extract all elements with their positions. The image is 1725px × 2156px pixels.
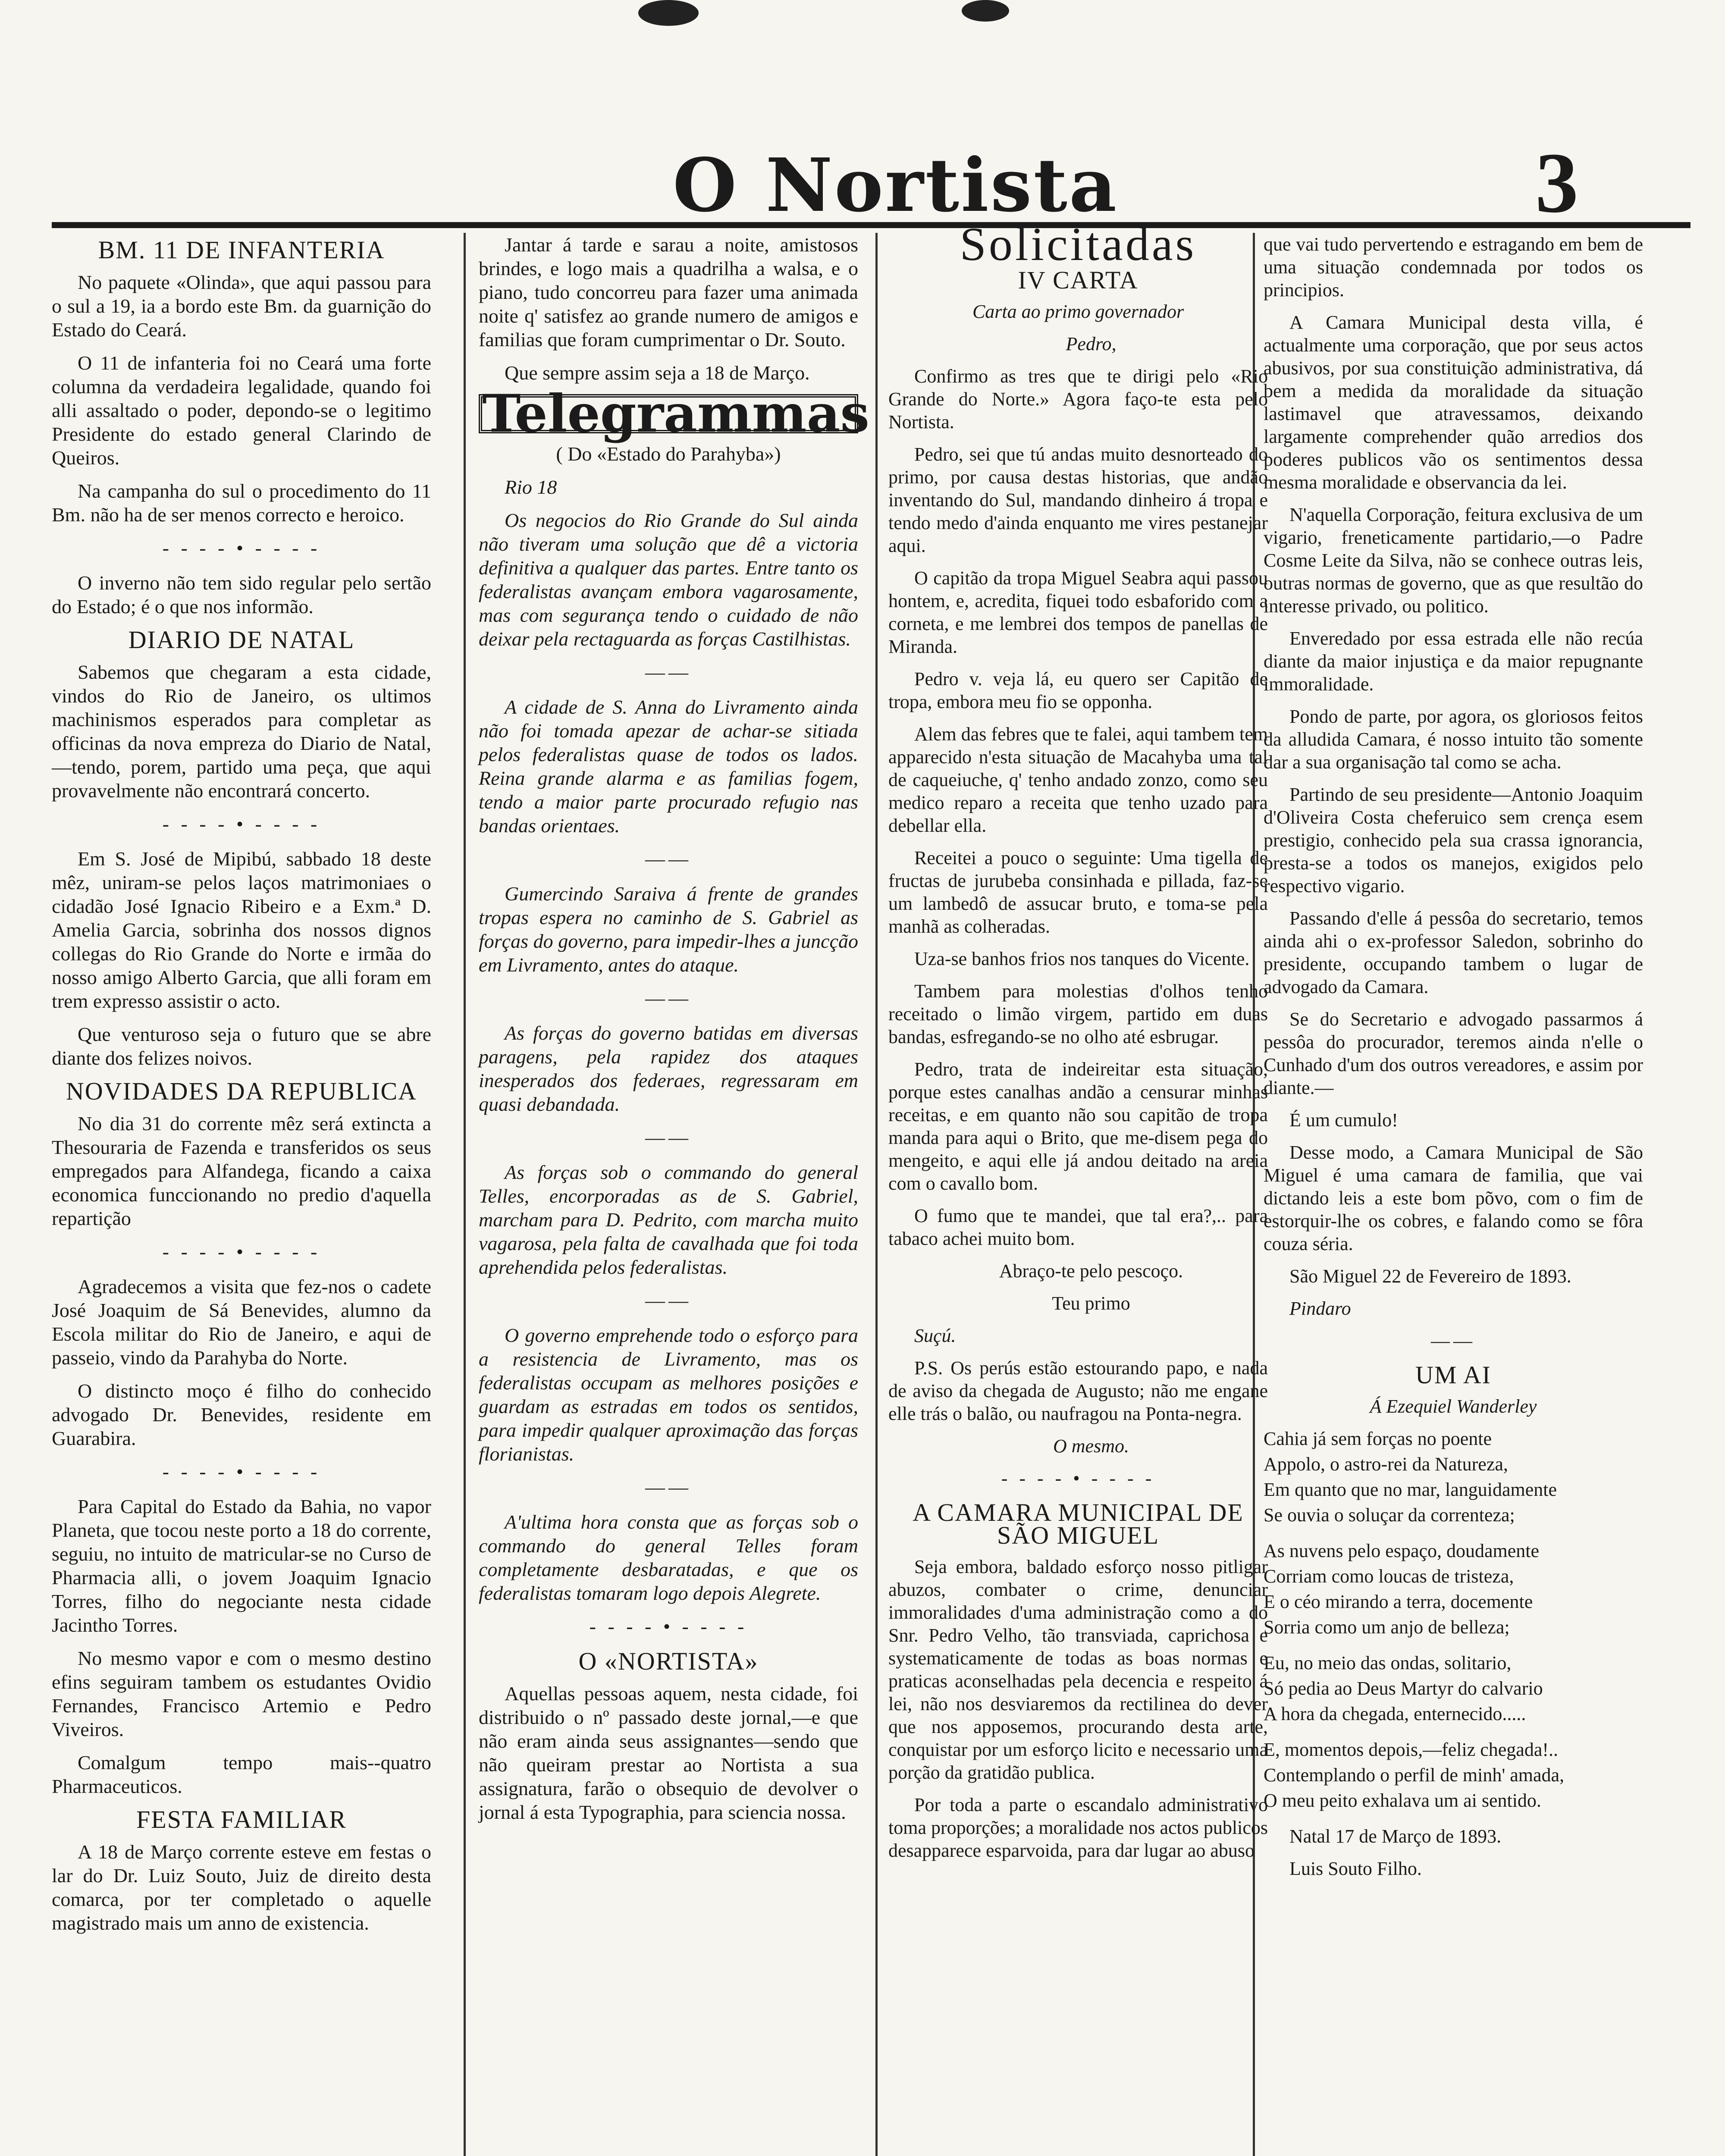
separator: - - - - • - - - - (162, 537, 321, 559)
column-divider-2 (875, 233, 878, 2156)
separator: - - - - • - - - - (162, 1460, 321, 1482)
poem-verse: E, momentos depois,—feliz chegada!.. (1264, 1739, 1559, 1760)
article-text: Jantar á tarde e sarau a noite, amistosos brindes, e logo mais a quadrilha a walsa, e o piano, tudo concorreu para fazer uma animada noite q' satisfez ao grande numero de amigos e familias que foram cumprimentar o Dr. Souto. (479, 234, 858, 351)
article-text: Teu primo (1052, 1293, 1130, 1314)
column-1 (52, 233, 431, 1944)
article-text: O inverno não tem sido regular pelo sertão do Estado; é o que nos informão. (52, 572, 431, 617)
article-text: Comalgum tempo mais--quatro Pharmaceuticos. (52, 1752, 431, 1797)
article-text: Que venturoso seja o futuro que se abre diante dos felizes noivos. (52, 1023, 431, 1069)
column-3 (888, 218, 1268, 1871)
newspaper-title: O Nortista (673, 142, 1119, 229)
article-text: No paquete «Olinda», que aqui passou para o sul a 19, ia a bordo este Bm. da guarnição do Estado do Ceará. (52, 271, 431, 341)
telegram-text: Gumercindo Saraiva á frente de grandes tropas espera no caminho de S. Gabriel as forças do governo, para impedir-lhes a juncção em Livramento, antes do ataque. (479, 883, 858, 976)
telegram-text: As forças sob o commando do general Telles, encorporadas as de S. Gabriel, marcham para D. Pedrito, com marcha muito vagarosa, pela falta de cavalhada que foi toda aprehendida pelos federalistas. (479, 1161, 858, 1278)
poem-verse: Eu, no meio das ondas, solitario, (1264, 1652, 1512, 1673)
poem-verse: Cahia já sem forças no poente (1264, 1428, 1492, 1449)
article-text: É um cumulo! (1289, 1109, 1398, 1131)
ink-blot-top-right (962, 0, 1009, 22)
telegram-text: Os negocios do Rio Grande do Sul ainda não tiveram uma solução que dê a victoria definitiva a qualquer das partes. Entre tanto os federalistas avançam embora vagarosamente, mas com segurança tendo o cuidado de não deixar pela rectaguarda as forças Castilhistas. (479, 509, 858, 650)
article-text: Alem das febres que te falei, aqui tambem tem apparecido n'esta situação de Macahyba uma tal de caqueiuche, q' tenho andado zonzo, como seu medico reparo a receita que tenho uzado para debellar ella. (888, 724, 1268, 836)
article-text: Por toda a parte o escandalo administrativo toma proporções; a moralidade nos actos publicos desapparece esparvoida, para dar lugar ao abuso (888, 1794, 1268, 1861)
telegram-text: As forças do governo batidas em diversas paragens, pela rapidez dos ataques inesperados dos federaes, regressaram em quasi debandada. (479, 1022, 858, 1115)
poem-verse: Sorria como um anjo de belleza; (1264, 1617, 1510, 1638)
column-4 (1264, 233, 1643, 1890)
poem-verse: Só pedia ao Deus Martyr do calvario (1264, 1678, 1543, 1699)
poem (1264, 1427, 1643, 1812)
poem-verse: A hora da chegada, enternecido..... (1264, 1703, 1526, 1724)
heading-camara-municipal: A CAMARA MUNICIPAL DE SÃO MIGUEL (913, 1498, 1244, 1549)
article-text: Pedro, sei que tú andas muito desnorteado do primo, por causa destas historias, que andão inventando do Sul, mandando dinheiro á tropa e tendo medo d'ainda enquanto me vires pestanejar aqui. (888, 444, 1268, 556)
article-text: O capitão da tropa Miguel Seabra aqui passou hontem, e, acredita, fiquei todo esbaforido com a corneta, e me lembrei dos tempos de panellas de Miranda. (888, 567, 1268, 657)
poem-verse: Em quanto que no mar, languidamente (1264, 1479, 1557, 1500)
article-text: Agradecemos a visita que fez-nos o cadete José Joaquim de Sá Benevides, alumno da Escola militar do Rio de Janeiro, e aqui de passeio, vindo da Parahyba do Norte. (52, 1275, 431, 1369)
signature: Pindaro (1289, 1298, 1351, 1319)
article-text: Uza-se banhos frios nos tanques do Vicente. (914, 948, 1250, 969)
article-text: Sabemos que chegaram a esta cidade, vindos do Rio de Janeiro, os ultimos machinismos esperados para completar as officinas da nova empreza do Diario de Natal,—tendo, porem, partido uma peça, que aqui provavelmente não encontrará concerto. (52, 661, 431, 802)
poem-verse: Appolo, o astro-rei da Natureza, (1264, 1454, 1508, 1475)
article-text: Receitei a pouco o seguinte: Uma tigella de fructas de jurubeba consinhada e pillada, faz-se um lambedô de assucar bruto, e toma-se pela manhã as colheradas. (888, 847, 1268, 937)
letter-subtitle: Carta ao primo governador (972, 301, 1184, 322)
signature: O mesmo. (1053, 1435, 1129, 1457)
article-text: Pondo de parte, por agora, os gloriosos feitos da alludida Camara, é nosso intuito tão somente dar a sua organisação tal como se acha. (1264, 706, 1643, 773)
heading-bm-11: BM. 11 DE INFANTERIA (98, 236, 385, 264)
telegram-text: A cidade de S. Anna do Livramento ainda não foi tomada apezar de achar-se sitiada pelos federalistas quase de todos os lados. Reina grande alarma e as familias fogem, tendo a maior parte procurado refugio nas bandas orientaes. (479, 696, 858, 837)
article-text: Seja embora, baldado esforço nosso pitligar abuzos, combater o crime, denunciar immoralidades d'uma administração como a do Snr. Pedro Velho, tão transviada, caprichosa e systematicamente de todas as boas normas e praticas aconselhadas pela decencia e respeito á lei, não nos desviaremos da rectilinea do dever que nos apposemos, procurando desta arte, conquistar por um esforço licito e necessario uma porção da gratidão publica. (888, 1556, 1268, 1783)
column-divider-1 (464, 233, 466, 2156)
poem-dedication: Á Ezequiel Wanderley (1370, 1396, 1537, 1417)
ink-blot-top-left (638, 0, 699, 26)
column-2 (479, 233, 869, 1833)
masthead (0, 135, 1725, 231)
telegram-text: A'ultima hora consta que as forças sob o commando do general Telles foram completamente desbaratadas, e que os federalistas tomaram logo depois Alegrete. (479, 1511, 858, 1604)
article-text: O distincto moço é filho do conhecido advogado Dr. Benevides, residente em Guarabira. (52, 1380, 431, 1449)
signature: Luis Souto Filho. (1289, 1858, 1422, 1879)
article-text: N'aquella Corporação, feitura exclusiva de um vigario, freneticamente partidario,—o Padre Cosme Leite da Silva, não se conhece outras leis, outras normas de governo, que as que resultão do interesse privado, ou politico. (1264, 504, 1643, 617)
poem-verse: As nuvens pelo espaço, doudamente (1264, 1540, 1540, 1561)
masthead-rule (52, 222, 1690, 228)
article-text: Em S. José de Mipibú, sabbado 18 deste mêz, uniram-se pelos laços matrimoniaes o cidadão José Ignacio Ribeiro e a Exm.ª D. Amelia Garcia, sobrinha dos nossos dignos collegas do Rio Grande do Norte e irmãa do nosso amigo Alberto Garcia, que alli foram em trem expresso assistir o acto. (52, 848, 431, 1012)
article-text: P.S. Os perús estão estourando papo, e nada de aviso da chegada de Augusto; não me engane elle trás o balão, ou naufragou na Ponta-negra. (888, 1357, 1268, 1424)
poem-verse: O meu peito exhalava um ai sentido. (1264, 1790, 1541, 1811)
heading-diario-de-natal: DIARIO DE NATAL (128, 626, 355, 654)
article-text: A 18 de Março corrente esteve em festas o lar do Dr. Luiz Souto, Juiz de direito desta comarca, por ter completado o aquelle magistrado mais um anno de existencia. (52, 1841, 431, 1934)
article-text: A Camara Municipal desta villa, é actualmente uma corporação, que por seus actos abusivos, por sua constituição administrativa, dá bem a medida da moralidade da situação lastimavel que atravessamos, deixando largamente comprehender quão arredios dos poderes publicos vão os sentimentos dessa mesma moralidade e observancia da lei. (1264, 312, 1643, 493)
separator: —— (645, 661, 692, 683)
letter-salutation: Pedro, (1066, 333, 1117, 354)
heading-o-nortista: O «NORTISTA» (578, 1647, 759, 1675)
poem-date: Natal 17 de Março de 1893. (1289, 1826, 1502, 1847)
telegram-source: ( Do «Estado do Parahyba») (556, 443, 781, 465)
article-text: Confirmo as tres que te dirigi pelo «Rio Grande do Norte.» Agora faço-te esta pelo Nortista. (888, 366, 1268, 432)
heading-telegrammas: Telegrammas (479, 394, 858, 433)
telegram-text: O governo emprehende todo o esforço para a resistencia de Livramento, mas os federalistas occupam as melhores posições e guardam as estradas em todos os sentidos, para impedir qualquer aproximação das forças florianistas. (479, 1324, 858, 1465)
separator: —— (645, 848, 692, 870)
heading-festa-familiar: FESTA FAMILIAR (136, 1805, 347, 1833)
separator: —— (1431, 1330, 1476, 1351)
page-number: 3 (1535, 135, 1578, 231)
article-text: Pedro v. veja lá, eu quero ser Capitão de tropa, embora meu fio se opponha. (888, 668, 1268, 712)
article-text: Pedro, trata de indeireitar esta situação, porque estes canalhas andão a censurar minhas receitas, e em quanto não sou capitão de tropa manda para aqui o Brito, que me-disem pega do mengeito, e aqui elle já andou deitado na areia com o cavallo bom. (888, 1059, 1268, 1194)
poem-verse: Se ouvia o soluçar da correnteza; (1264, 1504, 1515, 1526)
article-text: Abraço-te pelo pescoço. (999, 1260, 1183, 1282)
poem-verse: Corriam como loucas de tristeza, (1264, 1566, 1514, 1587)
separator: —— (645, 1126, 692, 1148)
article-text: Partindo de seu presidente—Antonio Joaquim d'Oliveira Costa cheferuico sem crença esem prestigio, conhecido pela sua crassa ignorancia, presta-se a todos os manejos, exigidos pelo respectivo vigario. (1264, 784, 1643, 896)
separator: - - - - • - - - - (589, 1615, 748, 1637)
heading-iv-carta: IV CARTA (1018, 266, 1138, 294)
article-text: Aquellas pessoas aquem, nesta cidade, foi distribuido o nº passado deste jornal,—e que não eram ainda seus assignantes—sendo que não queiram prestar ao Nortista a sua assignatura, farão o obsequio de devolver o jornal á esta Typographia, para sciencia nossa. (479, 1683, 858, 1823)
article-text: que vai tudo pervertendo e estragando em bem de uma situação condemnada por todos os principios. (1264, 234, 1643, 301)
separator: —— (645, 1476, 692, 1498)
article-text: São Miguel 22 de Fevereiro de 1893. (1289, 1266, 1571, 1287)
article-text: No mesmo vapor e com o mesmo destino efins seguiram tambem os estudantes Ovidio Fernandes, Francisco Artemio e Pedro Viveiros. (52, 1647, 431, 1740)
article-text: No dia 31 do corrente mêz será extincta a Thesouraria de Fazenda e transferidos os seus empregados para Alfandega, ficando a caixa economica funccionando no predio d'aquella repartição (52, 1112, 431, 1229)
separator: —— (645, 987, 692, 1009)
signature: Suçú. (914, 1325, 956, 1346)
article-text: Se do Secretario e advogado passarmos á pessôa do procurador, teremos ainda n'elle o Cunhado d'um dos outros vereadores, e assim por diante.— (1264, 1009, 1643, 1098)
heading-novidades-da-republica: NOVIDADES DA REPUBLICA (66, 1077, 417, 1105)
separator: —— (645, 1289, 692, 1311)
article-text: O 11 de infanteria foi no Ceará uma forte columna da verdadeira legalidade, quando foi alli assaltado o poder, depondo-se o legitimo Presidente do estado general Clarindo de Queiros. (52, 352, 431, 469)
separator: - - - - • - - - - (162, 1241, 321, 1263)
article-text: Que sempre assim seja a 18 de Março. (505, 362, 810, 384)
article-text: Passando d'elle á pessôa do secretario, temos ainda ahi o ex-professor Saledon, sobrinho do presidente, occupando tambem o lugar de advogado da Camara. (1264, 908, 1643, 997)
article-text: Enveredado por essa estrada elle não recúa diante da maior injustiça e da maior repugnante immoralidade. (1264, 628, 1643, 695)
poem-verse: Contemplando o perfil de minh' amada, (1264, 1764, 1565, 1786)
article-text: O fumo que te mandei, que tal era?,.. para tabaco achei muito bom. (888, 1205, 1268, 1249)
article-text: Desse modo, a Camara Municipal de São Miguel é uma camara de familia, que vai dictando leis a este bom põvo, com o fim de estorquir-lhe os cobres, e falando como se fôra couza séria. (1264, 1142, 1643, 1254)
article-text: Tambem para molestias d'olhos tenho receitado o limão virgem, partido em duas bandas, esfregando-se no olho até esbrugar. (888, 981, 1268, 1047)
article-text: Para Capital do Estado da Bahia, no vapor Planeta, que tocou neste porto a 18 do corrente, seguiu, no intuito de matricular-se no Curso de Pharmacia alli, o jovem Joaquim Ignacio Torres, filho do negociante nesta cidade Jacintho Torres. (52, 1495, 431, 1636)
heading-um-ai: UM AI (1415, 1361, 1491, 1389)
telegram-dateline: Rio 18 (505, 476, 557, 498)
poem-verse: E o céo mirando a terra, docemente (1264, 1591, 1533, 1612)
separator: - - - - • - - - - (162, 813, 321, 835)
heading-solicitadas: Solicitadas (960, 218, 1197, 270)
article-text: Na campanha do sul o procedimento do 11 Bm. não ha de ser menos correcto e heroico. (52, 480, 431, 526)
separator: - - - - • - - - - (1001, 1468, 1155, 1489)
